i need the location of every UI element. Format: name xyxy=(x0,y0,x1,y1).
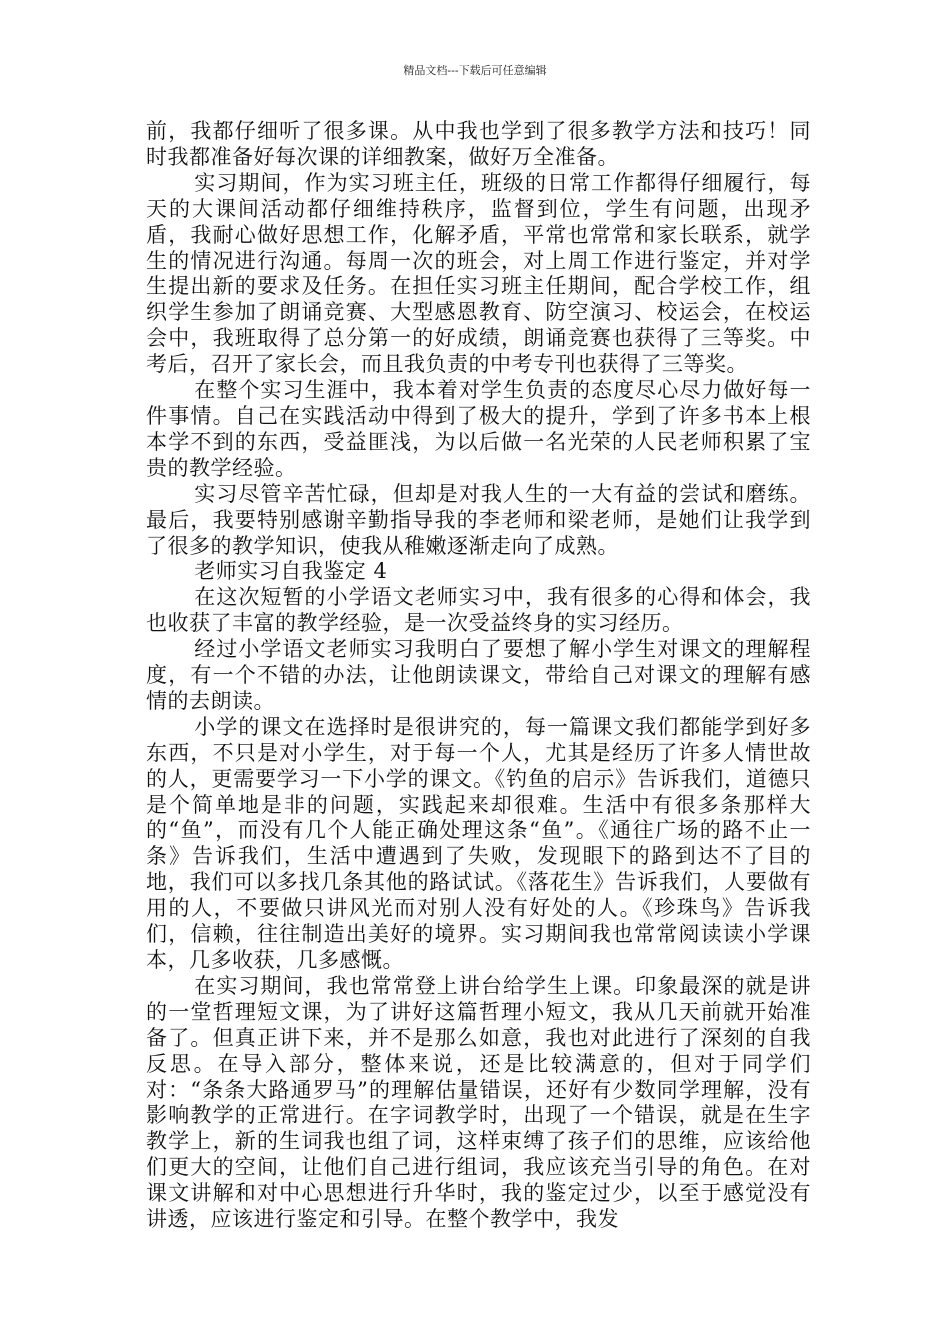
paragraph-internship-career: 在整个实习生涯中，我本着对学生负责的态度尽心尽力做好每一件事情。自己在实践活动中得到了极大的提升，学到了许多书本上根本学不到的东西，受益匪浅，为以后做一名光荣的人民老师积累了宝贵的教学经验。 xyxy=(146,378,811,480)
paragraph-thanks: 实习尽管辛苦忙碌，但却是对我人生的一大有益的尝试和磨练。最后，我要特别感谢辛勤指导我的李老师和梁老师，是她们让我学到了很多的教学知识，使我从稚嫩逐渐走向了成熟。 xyxy=(146,481,811,558)
paragraph-head-teacher-duties: 实习期间，作为实习班主任，班级的日常工作都得仔细履行，每天的大课间活动都仔细维持秩序，监督到位，学生有问题，出现矛盾，我耐心做好思想工作，化解矛盾，平常也常常和家长联系，就学生的情况进行沟通。每周一次的班会，对上周工作进行鉴定，并对学生提出新的要求及任务。在担任实习班主任期间，配合学校工作，组织学生参加了朗诵竞赛、大型感恩教育、防空演习、校运会，在校运会中，我班取得了总分第一的好成绩，朗诵竞赛也获得了三等奖。中考后，召开了家长会，而且我负责的中考专刊也获得了三等奖。 xyxy=(146,170,811,377)
page-header: 精品文档---下载后可任意编辑 xyxy=(403,64,547,77)
paragraph-reading-aloud: 经过小学语文老师实习我明白了要想了解小学生对课文的理解程度，有一个不错的办法，让他朗读课文，带给自己对课文的理解有感情的去朗读。 xyxy=(146,637,811,713)
paragraph-intro: 在这次短暂的小学语文老师实习中，我有很多的心得和体会，我也收获了丰富的教学经验，是一次受益终身的实习经历。 xyxy=(146,585,811,636)
paragraph-textbook-lessons: 小学的课文在选择时是很讲究的，每一篇课文我们都能学到好多东西，不只是对小学生，对于每一个人，尤其是经历了许多人情世故的人，更需要学习一下小学的课文。《钓鱼的启示》告诉我们，道德只是个简单地是非的问题，实践起来却很难。生活中有很多条那样大的“鱼”，而没有几个人能正确处理这条“鱼”。《通往广场的路不止一条》告诉我们，生活中遭遇到了失败，发现眼下的路到达不了目的地，我们可以多找几条其他的路试试。《落花生》告诉我们，人要做有用的人，不要做只讲风光而对别人没有好处的人。《珍珠鸟》告诉我们，信赖，往往制造出美好的境界。实习期间我也常常阅读读小学课本，几多收获，几多感慨。 xyxy=(146,714,811,972)
paragraph-teaching-reflection: 在实习期间，我也常常登上讲台给学生上课。印象最深的就是讲的一堂哲理短文课，为了讲好这篇哲理小短文，我从几天前就开始准备了。但真正讲下来，并不是那么如意，我也对此进行了深刻的自我反思。在导入部分，整体来说，还是比较满意的，但对于同学们对：“条条大路通罗马”的理解估量错误，还好有少数同学理解，没有影响教学的正常进行。在字词教学时，出现了一个错误，就是在生字教学上，新的生词我也组了词，这样束缚了孩子们的思维，应该给他们更大的空间，让他们自己进行组词，我应该充当引导的角色。在对课文讲解和对中心思想进行升华时，我的鉴定过少，以至于感觉没有讲透，应该进行鉴定和引导。在整个教学中，我发 xyxy=(146,973,811,1232)
section-title: 老师实习自我鉴定 4 xyxy=(194,559,388,584)
document-body xyxy=(146,119,811,1233)
paragraph-continuation: 前，我都仔细听了很多课。从中我也学到了很多教学方法和技巧！同时我都准备好每次课的详细教案，做好万全准备。 xyxy=(146,119,811,169)
